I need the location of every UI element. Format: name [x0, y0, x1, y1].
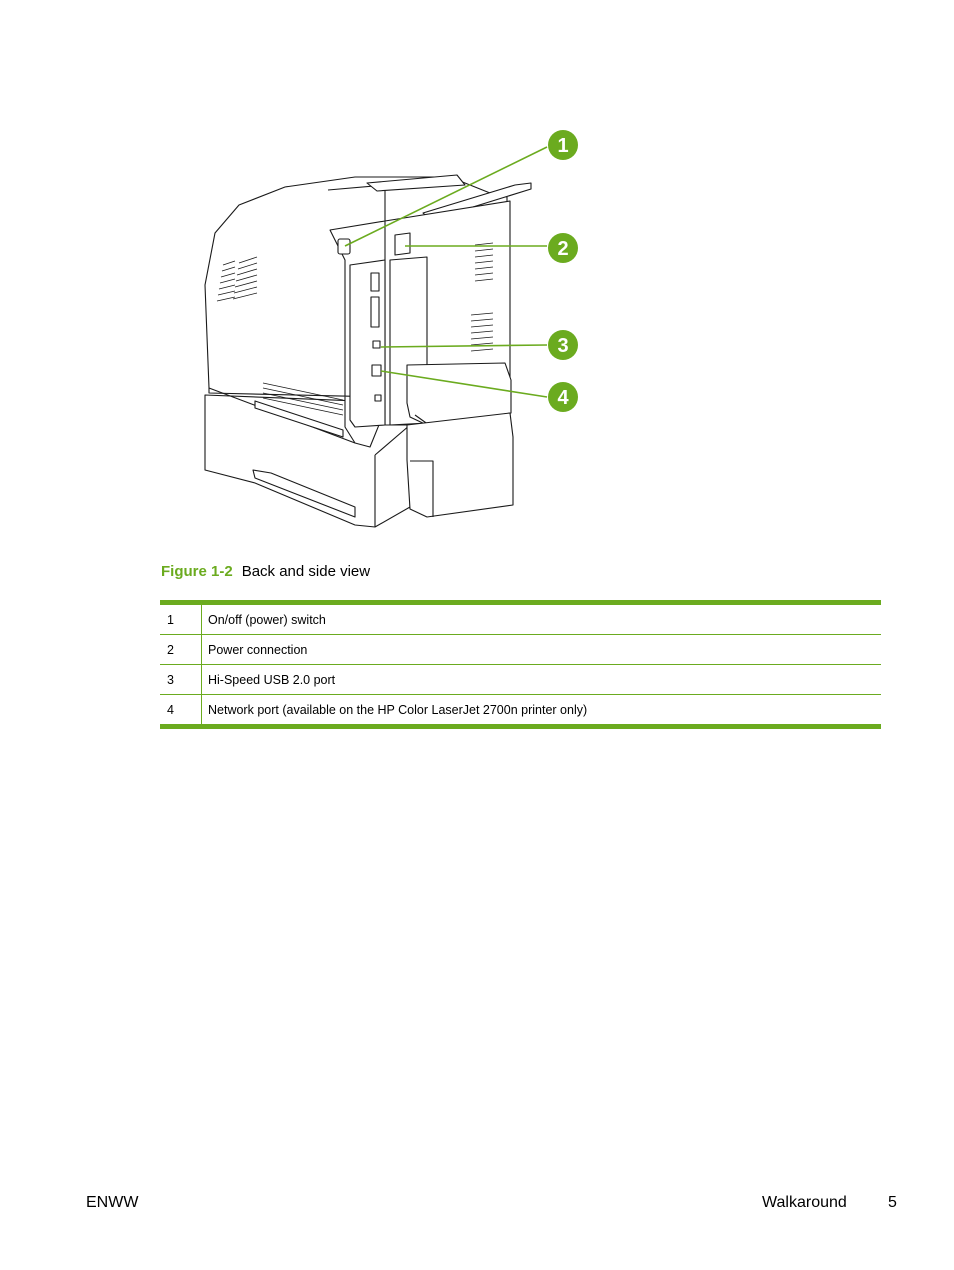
footer-page-number: 5 — [888, 1194, 897, 1211]
callout-2-label: 2 — [557, 238, 569, 260]
row-number: 1 — [160, 603, 202, 635]
callout-1 — [548, 130, 578, 160]
callout-4-label: 4 — [557, 387, 569, 409]
footer-doc-code: ENWW — [86, 1194, 139, 1211]
figure-number: Figure 1-2 — [161, 563, 233, 580]
table-row — [160, 665, 881, 695]
table-row — [160, 603, 881, 635]
row-description: On/off (power) switch — [208, 612, 326, 627]
figure-title: Back and side view — [241, 563, 371, 580]
row-description: Power connection — [202, 635, 882, 665]
row-description: Network port (available on the HP Color LaserJet 2700n printer only) — [202, 695, 882, 727]
callout-3-label: 3 — [557, 335, 569, 357]
callout-legend-table — [160, 600, 881, 729]
printer-back-side-illustration — [195, 125, 585, 535]
figure-caption — [161, 563, 370, 580]
row-number: 2 — [160, 635, 202, 665]
callout-1-label: 1 — [557, 135, 569, 157]
table-row — [160, 635, 881, 665]
footer-section-title: Walkaround — [762, 1194, 847, 1211]
row-number: 3 — [160, 665, 202, 695]
table-row — [160, 695, 881, 727]
callout-3 — [548, 330, 578, 360]
row-description: Hi-Speed USB 2.0 port — [202, 665, 882, 695]
row-number: 4 — [160, 695, 202, 727]
callout-4 — [548, 382, 578, 412]
callout-2 — [548, 233, 578, 263]
